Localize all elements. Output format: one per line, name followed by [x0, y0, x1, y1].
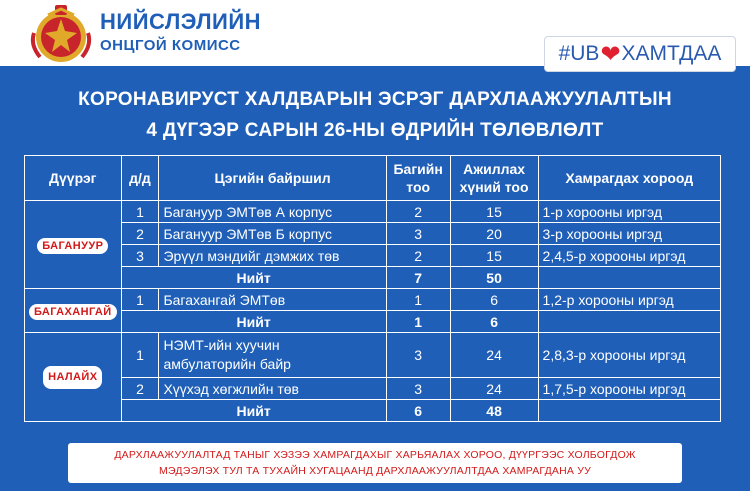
total-label: Нийт [121, 267, 386, 289]
table-row [25, 245, 721, 267]
total-row [25, 311, 721, 333]
row-location: Хүүхэд хөгжлийн төв [159, 378, 386, 400]
row-people: 15 [450, 201, 538, 223]
org-name-line1: НИЙСЛЭЛИЙН [100, 9, 262, 34]
total-empty [538, 400, 720, 422]
row-coverage: 1-р хорооны иргэд [538, 201, 720, 223]
header-people: Ажиллах хүний тоо [450, 156, 538, 201]
row-people: 6 [450, 289, 538, 311]
total-people: 50 [450, 267, 538, 289]
table-row [25, 201, 721, 223]
row-people: 20 [450, 223, 538, 245]
row-no: 2 [121, 223, 159, 245]
table-row [25, 378, 721, 400]
table-row [25, 223, 721, 245]
district-badge: БАГАНУУР [37, 238, 108, 254]
row-coverage: 1,7,5-р хорооны иргэд [538, 378, 720, 400]
header-district: Дүүрэг [25, 156, 122, 201]
total-teams: 6 [386, 400, 450, 422]
total-label: Нийт [121, 311, 386, 333]
row-teams: 1 [386, 289, 450, 311]
total-people: 48 [450, 400, 538, 422]
title-line1: КОРОНАВИРУСТ ХАЛДВАРЫН ЭСРЭГ ДАРХЛААЖУУЛАЛТЫН [78, 89, 672, 110]
district-cell [25, 201, 122, 289]
total-empty [538, 267, 720, 289]
row-location: Багануур ЭМТөв Б корпус [159, 223, 386, 245]
title-line2: 4 ДҮГЭЭР САРЫН 26-НЫ ӨДРИЙН ТӨЛӨВЛӨЛТ [146, 120, 604, 141]
total-label: Нийт [121, 400, 386, 422]
row-teams: 3 [386, 223, 450, 245]
table-header-row [25, 156, 721, 201]
table-row [25, 333, 721, 378]
row-no: 1 [121, 289, 159, 311]
district-cell [25, 333, 122, 422]
hashtag-suffix: ХАМТДАА [621, 42, 722, 65]
district-badge: НАЛАЙХ [43, 366, 102, 389]
org-name-line2: ОНЦГОЙ КОМИСС [100, 37, 241, 54]
row-location: Багануур ЭМТөв А корпус [159, 201, 386, 223]
row-location: НЭМТ-ийн хуучин амбулаторийн байр [159, 333, 386, 378]
row-no: 2 [121, 378, 159, 400]
row-people: 24 [450, 378, 538, 400]
total-teams: 1 [386, 311, 450, 333]
row-no: 3 [121, 245, 159, 267]
row-coverage: 1,2-р хорооны иргэд [538, 289, 720, 311]
hashtag-banner [544, 36, 736, 72]
total-row [25, 267, 721, 289]
total-row [25, 400, 721, 422]
header-location: Цэгийн байршил [159, 156, 386, 201]
notice-line2: МЭДЭЭЛЭХ ТУЛ ТА ТУХАЙН ХУГАЦААНД ДАРХЛААЖУУЛАЛТДАА ХАМРАГДАНА УУ [159, 465, 591, 477]
header-coverage: Хамрагдах хороод [538, 156, 720, 201]
row-coverage: 2,4,5-р хорооны иргэд [538, 245, 720, 267]
header-no: д/д [121, 156, 159, 201]
heart-icon: ❤ [600, 40, 621, 68]
district-cell [25, 289, 122, 333]
header-teams: Багийн тоо [386, 156, 450, 201]
row-teams: 2 [386, 245, 450, 267]
hashtag-prefix: #UB [558, 42, 600, 65]
city-emblem-icon [26, 3, 96, 65]
total-empty [538, 311, 720, 333]
row-coverage: 3-р хорооны иргэд [538, 223, 720, 245]
district-badge: БАГАХАНГАЙ [29, 304, 117, 320]
page-title [14, 84, 736, 146]
notice-line1: ДАРХЛААЖУУЛАЛТАД ТАНЫГ ХЭЗЭЭ ХАМРАГДАХЫГ ХАРЬЯАЛАХ ХОРОО, ДҮҮРГЭЭС ХОЛБОГДОЖ [114, 449, 636, 461]
row-no: 1 [121, 201, 159, 223]
row-people: 15 [450, 245, 538, 267]
table-row [25, 289, 721, 311]
row-teams: 3 [386, 333, 450, 378]
row-location: Эрүүл мэндийг дэмжих төв [159, 245, 386, 267]
total-teams: 7 [386, 267, 450, 289]
vaccination-schedule-table [24, 155, 721, 422]
notice-banner [68, 443, 682, 483]
row-location: Багахангай ЭМТөв [159, 289, 386, 311]
row-teams: 2 [386, 201, 450, 223]
total-people: 6 [450, 311, 538, 333]
row-teams: 3 [386, 378, 450, 400]
row-people: 24 [450, 333, 538, 378]
row-no: 1 [121, 333, 159, 378]
row-coverage: 2,8,3-р хорооны иргэд [538, 333, 720, 378]
